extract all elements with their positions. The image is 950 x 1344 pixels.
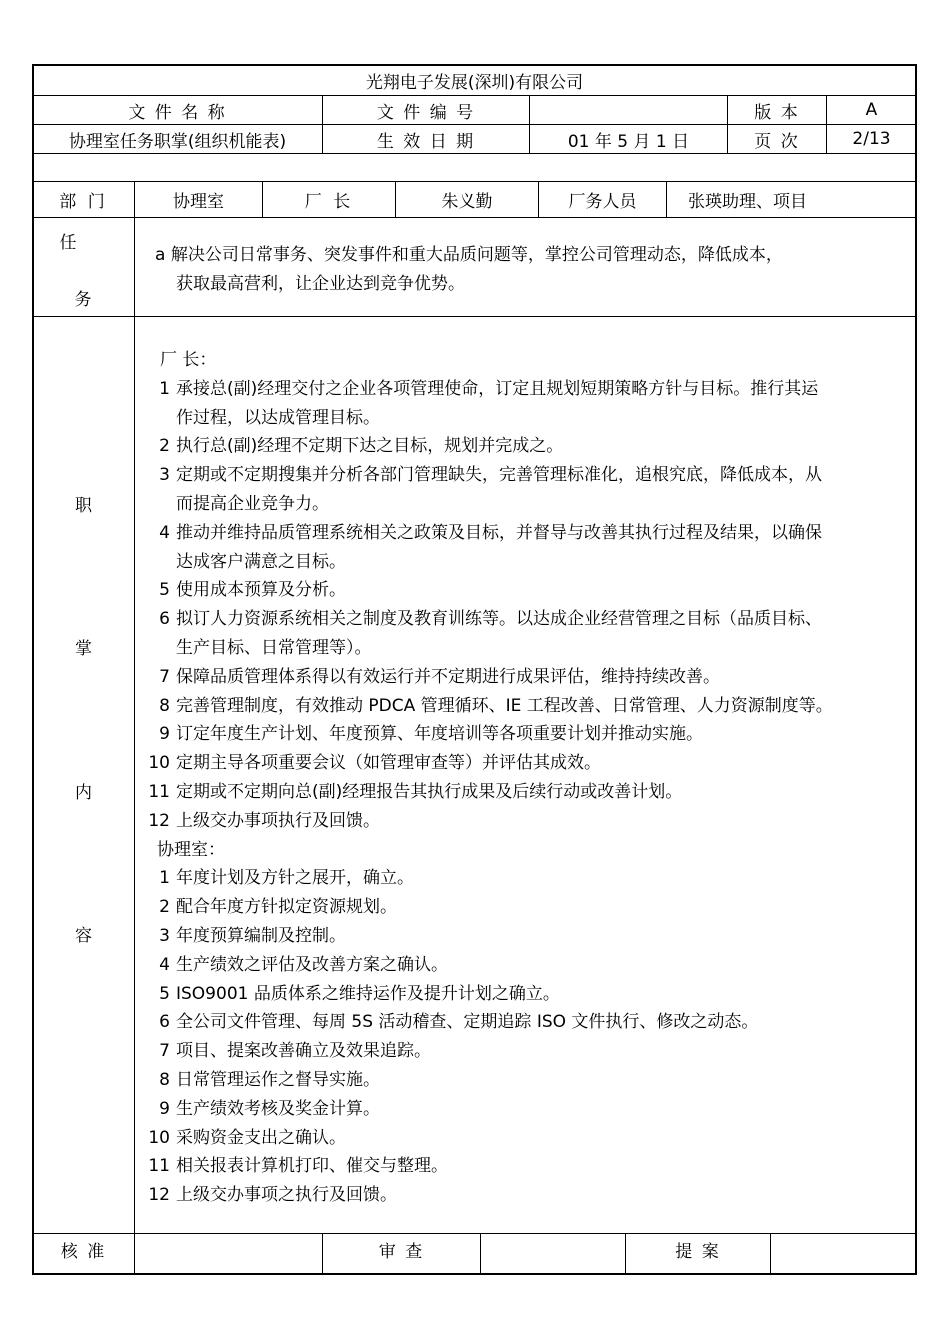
- item-number: 8: [159, 1070, 170, 1090]
- office-item-line: [140, 950, 448, 975]
- duty-item-line: [140, 604, 822, 629]
- duties-label: 容: [75, 925, 92, 946]
- task-line-1: a 解决公司日常事务、突发事件和重大品质问题等，掌控公司管理动态，降低成本，: [155, 245, 783, 265]
- item-text: 生产目标、日常管理等）。: [176, 638, 372, 658]
- item-text: 采购资金支出之确认。: [176, 1127, 346, 1148]
- office-item-line: [140, 921, 346, 946]
- item-text: 完善管理制度，有效推动 PDCA 管理循环、IE 工程改善、日常管理、人力资源制度等。: [176, 695, 833, 716]
- office-item-line: [140, 1094, 380, 1119]
- task-line-2: 获取最高营利，让企业达到竞争优势。: [176, 274, 465, 294]
- item-number: 6: [159, 609, 170, 630]
- office-item-line: [140, 1151, 448, 1176]
- item-text: 拟订人力资源系统相关之制度及教育训练等。以达成企业经营管理之目标（品质目标、: [176, 609, 822, 630]
- item-text: 承接总(副)经理交付之企业各项管理使命，订定且规划短期策略方针与目标。推行其运: [176, 378, 819, 399]
- office-item-line: [140, 1065, 380, 1090]
- divider: [33, 153, 916, 154]
- item-text: 相关报表计算机打印、催交与整理。: [176, 1156, 448, 1177]
- office-item-line: [140, 892, 397, 917]
- item-number: 4: [159, 522, 170, 543]
- divider: [33, 217, 916, 218]
- review-label: 审 查: [378, 1241, 425, 1262]
- item-number: 12: [148, 810, 170, 831]
- item-number: 6: [159, 1012, 170, 1033]
- divider: [33, 316, 916, 317]
- duty-item-line: [140, 748, 601, 773]
- item-number: 11: [148, 1156, 170, 1177]
- item-number: 5: [159, 983, 170, 1004]
- duty-item-line: [176, 633, 372, 658]
- doc-name-value: 协理室任务职掌(组织机能表): [68, 131, 287, 152]
- office-item-line: [140, 979, 560, 1004]
- director-heading: 厂 长：: [160, 350, 217, 370]
- item-text: 配合年度方针拟定资源规划。: [176, 897, 397, 918]
- divider: [770, 1233, 771, 1274]
- item-text: 日常管理运作之督导实施。: [176, 1070, 380, 1090]
- item-text: 作过程，以达成管理目标。: [176, 407, 380, 428]
- item-number: 2: [159, 897, 170, 918]
- doc-no-value: [530, 96, 727, 124]
- item-text: 上级交办事项执行及回馈。: [176, 810, 380, 831]
- duty-item-line: [176, 489, 329, 514]
- effective-date-label: 生 效 日 期: [376, 131, 476, 152]
- doc-no-label: 文 件 编 号: [376, 102, 476, 123]
- item-number: 9: [159, 724, 170, 745]
- item-text: ISO9001 品质体系之维持运作及提升计划之确立。: [176, 983, 560, 1004]
- duty-item-line: [140, 662, 720, 687]
- propose-label: 提 案: [675, 1241, 721, 1262]
- item-text: 保障品质管理体系得以有效运行并不定期进行成果评估，维持持续改善。: [176, 666, 720, 687]
- task-label-2: 务: [74, 289, 92, 310]
- item-text: 定期或不定期搜集并分析各部门管理缺失，完善管理标准化，追根究底，降低成本，从: [176, 465, 822, 486]
- item-text: 执行总(副)经理不定期下达之目标，规划并完成之。: [176, 436, 564, 457]
- item-number: 1: [159, 378, 170, 399]
- item-number: 9: [159, 1098, 170, 1119]
- version-label: 版 本: [754, 102, 800, 123]
- item-text: 年度预算编制及控制。: [176, 926, 346, 946]
- effective-date-value: 01 年 5 月 1 日: [567, 131, 690, 152]
- item-number: 1: [159, 868, 170, 889]
- item-number: 8: [159, 695, 170, 716]
- office-item-line: [140, 863, 414, 888]
- item-number: 2: [159, 436, 170, 457]
- duty-item-line: [176, 547, 346, 572]
- item-text: 上级交办事项之执行及回馈。: [176, 1185, 397, 1206]
- divider: [480, 1233, 481, 1274]
- item-number: 7: [159, 1041, 170, 1062]
- divider: [134, 181, 135, 1274]
- item-text: 达成客户满意之目标。: [176, 551, 346, 572]
- item-text: 定期或不定期向总(副)经理报告其执行成果及后续行动或改善计划。: [176, 782, 683, 802]
- item-number: 4: [159, 954, 170, 975]
- duties-label: 内: [75, 782, 92, 803]
- duty-item-line: [140, 460, 822, 485]
- office-item-line: [140, 1180, 397, 1205]
- task-label-1: 任: [59, 232, 77, 253]
- director-label: 厂 长: [304, 192, 354, 212]
- page-value: 2/13: [852, 129, 891, 149]
- staff-value: 张瑛助理、项目: [688, 192, 807, 212]
- doc-name-label: 文 件 名 称: [128, 102, 227, 123]
- duty-item-line: [140, 777, 682, 802]
- version-value: A: [865, 100, 878, 120]
- dept-label: 部 门: [59, 192, 108, 212]
- item-text: 使用成本预算及分析。: [176, 580, 346, 601]
- divider: [666, 181, 667, 217]
- duty-item-line: [140, 719, 703, 744]
- item-text: 生产绩效之评估及改善方案之确认。: [176, 954, 448, 975]
- item-text: 生产绩效考核及奖金计算。: [176, 1098, 380, 1119]
- page-label: 页 次: [754, 131, 800, 152]
- dept-value: 协理室: [173, 192, 224, 212]
- duty-item-line: [140, 806, 380, 831]
- item-number: 3: [159, 926, 170, 946]
- duty-item-line: [140, 518, 822, 543]
- item-text: 定期主导各项重要会议（如管理审查等）并评估其成效。: [176, 753, 601, 774]
- item-text: 项目、提案改善确立及效果追踪。: [176, 1041, 431, 1062]
- item-number: 12: [148, 1185, 170, 1206]
- item-number: 11: [148, 782, 170, 802]
- item-text: 而提高企业竞争力。: [176, 494, 329, 514]
- item-text: 年度计划及方针之展开，确立。: [176, 868, 414, 889]
- item-number: 7: [159, 666, 170, 687]
- approve-label: 核 准: [60, 1241, 107, 1262]
- office-item-line: [140, 1123, 346, 1148]
- duty-item-line: [140, 431, 563, 456]
- office-item-line: [140, 1007, 758, 1032]
- item-number: 10: [148, 1127, 170, 1148]
- item-text: 全公司文件管理、每周 5S 活动稽查、定期追踪 ISO 文件执行、修改之动态。: [176, 1012, 759, 1033]
- company-name: 光翔电子发展(深圳)有限公司: [365, 73, 584, 93]
- duties-label: 掌: [75, 638, 92, 659]
- item-number: 10: [148, 753, 170, 774]
- duty-item-line: [176, 403, 380, 428]
- director-value: 朱义勤: [441, 192, 493, 212]
- office-heading: 协理室：: [157, 839, 225, 860]
- item-number: 5: [159, 580, 170, 601]
- office-item-line: [140, 1036, 431, 1061]
- duty-item-line: [140, 691, 833, 716]
- item-number: 3: [159, 465, 170, 486]
- item-text: 订定年度生产计划、年度预算、年度培训等各项重要计划并推动实施。: [176, 724, 703, 745]
- duty-item-line: [140, 575, 346, 600]
- item-text: 推动并维持品质管理系统相关之政策及目标，并督导与改善其执行过程及结果，以确保: [176, 522, 822, 543]
- staff-label: 厂务人员: [568, 192, 637, 212]
- duties-label: 职: [75, 495, 92, 516]
- duty-item-line: [140, 374, 818, 399]
